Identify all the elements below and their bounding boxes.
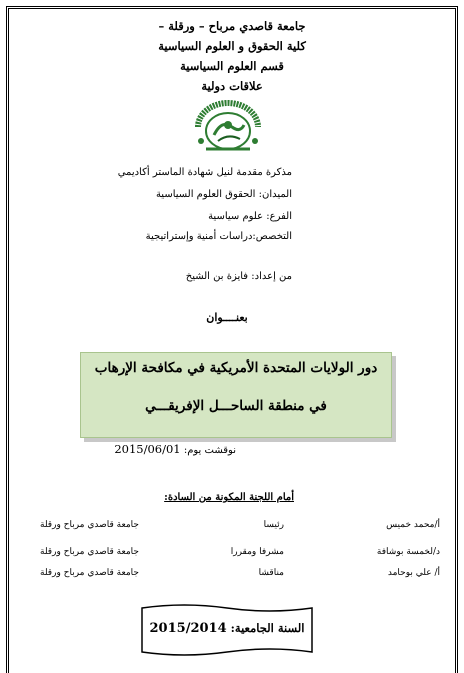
thesis-field: الميدان: الحقوق العلوم السياسية bbox=[155, 189, 292, 200]
thesis-branch: الفرع: علوم سياسية bbox=[208, 211, 292, 222]
faculty-name: كلية الحقوق و العلوم السياسية bbox=[158, 39, 306, 53]
defense-date-row bbox=[114, 442, 236, 456]
member-role: رئيسا bbox=[263, 520, 284, 530]
academic-year bbox=[138, 621, 316, 636]
member-name: أ/محمد خميس bbox=[386, 520, 440, 530]
thesis-degree: مذكرة مقدمة لنيل شهادة الماستر أكاديمي bbox=[117, 167, 292, 178]
thesis-author: من إعداد: فايزة بن الشيخ bbox=[185, 271, 292, 282]
academic-year-label: السنة الجامعية: bbox=[230, 621, 305, 635]
university-logo-icon bbox=[192, 97, 264, 155]
member-name: أ/ علي بوحامد bbox=[387, 568, 440, 578]
thesis-title-box bbox=[80, 352, 392, 438]
committee-heading: أمام اللجنة المكونة من السادة: bbox=[164, 492, 294, 503]
title-label: بعنــــوان bbox=[206, 311, 248, 324]
defense-label: نوقشت يوم: bbox=[183, 445, 236, 456]
defense-date: 2015/06/01 bbox=[114, 442, 181, 456]
thesis-specialization: التخصص:دراسات أمنية وإستراتيجية bbox=[145, 231, 292, 242]
member-institution: جامعة قاصدي مرباح ورقلة bbox=[40, 547, 139, 557]
thesis-title-line1: دور الولايات المتحدة الأمريكية في مكافحة الإرهاب bbox=[94, 360, 378, 376]
member-role: مشرفا ومقررا bbox=[230, 547, 284, 557]
member-role: مناقشا bbox=[258, 568, 284, 578]
academic-year-value: 2015/2014 bbox=[149, 621, 227, 636]
member-institution: جامعة قاصدي مرباح ورقلة bbox=[40, 568, 139, 578]
member-name: د/لخمسة بوشافة bbox=[376, 547, 440, 557]
university-name: جامعة قاصدي مرباح – ورقلة – bbox=[158, 19, 306, 33]
member-institution: جامعة قاصدي مرباح ورقلة bbox=[40, 520, 139, 530]
thesis-title-line2: في منطقة الساحـــل الإفريقـــي bbox=[145, 398, 327, 414]
branch-name: علاقات دولية bbox=[201, 79, 263, 93]
institution-header bbox=[0, 16, 464, 96]
department-name: قسم العلوم السياسية bbox=[180, 59, 284, 73]
